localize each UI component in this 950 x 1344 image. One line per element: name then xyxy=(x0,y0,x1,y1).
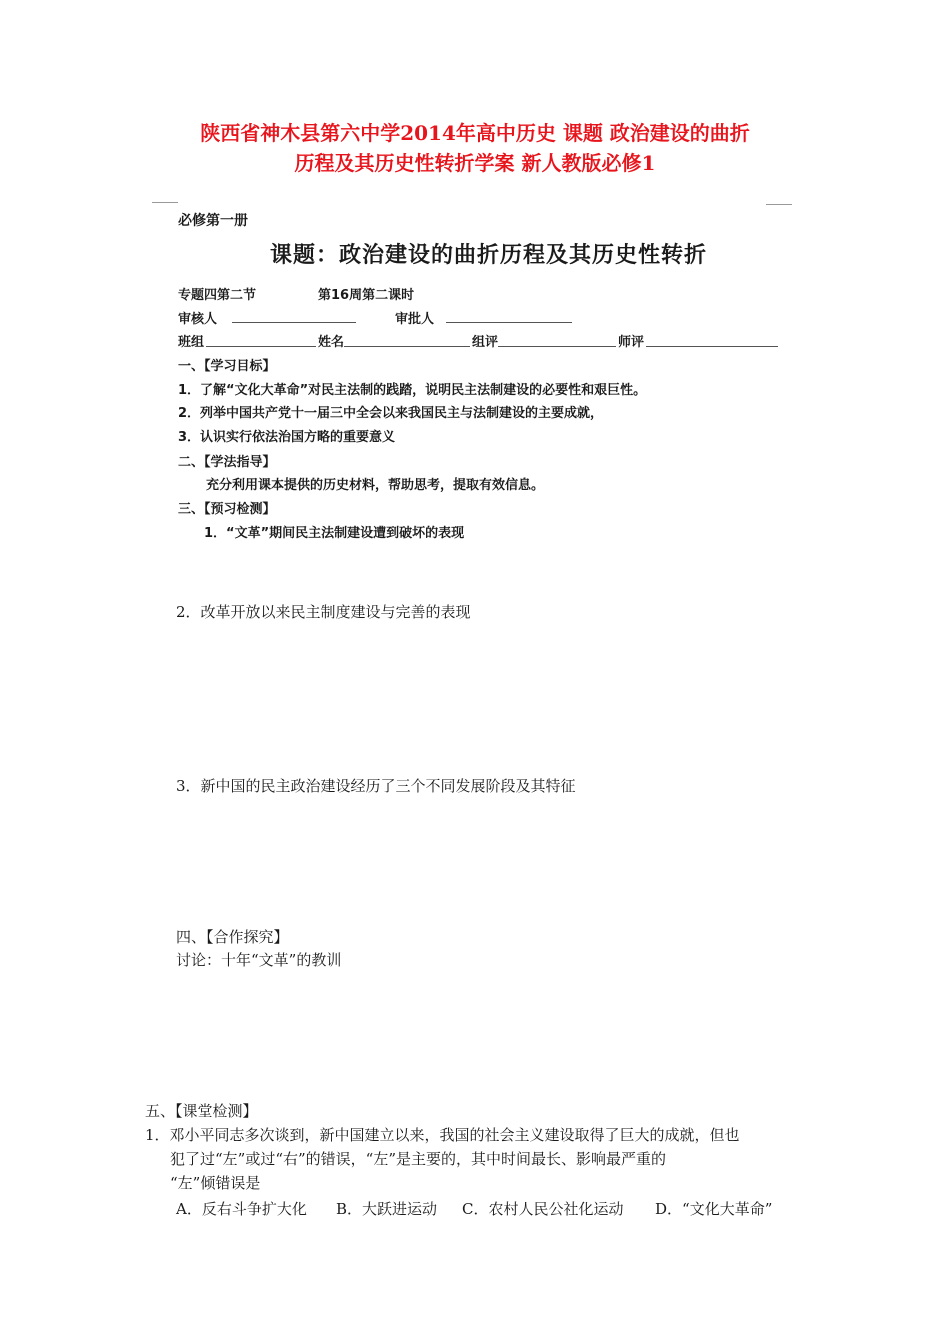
test-question-1-line1: 1．邓小平同志多次谈到，新中国建立以来，我国的社会主义建设取得了巨大的成就，但也 xyxy=(145,1126,740,1144)
option-c: C．农村人民公社化运动 xyxy=(462,1200,624,1218)
option-b: B．大跃进运动 xyxy=(336,1200,438,1218)
book-label: 必修第一册 xyxy=(178,213,248,229)
method-text: 充分利用课本提供的历史材料，帮助思考，提取有效信息。 xyxy=(206,478,545,493)
group-eval-label: 组评 xyxy=(472,335,499,350)
teacher-eval-blank xyxy=(646,346,778,347)
lesson-title: 课题：政治建设的曲折历程及其历史性转折 xyxy=(270,243,708,268)
method-heading: 二、【学法指导】 xyxy=(178,455,276,470)
option-d: D．“文化大革命” xyxy=(655,1200,773,1218)
test-question-1-line2: 犯了过“左”或过“右”的错误，“左”是主要的，其中时间最长、影响最严重的 xyxy=(170,1150,667,1168)
cooperation-text: 讨论：十年“文革”的教训 xyxy=(176,951,342,969)
preview-question-1: 1．“文革”期间民主法制建设遭到破坏的表现 xyxy=(204,526,465,541)
reviewer-label: 审核人 xyxy=(178,312,218,327)
preview-question-2: 2．改革开放以来民主制度建设与完善的表现 xyxy=(176,603,471,621)
preview-heading: 三、【预习检测】 xyxy=(178,502,276,517)
name-blank xyxy=(344,346,470,347)
class-label: 班组 xyxy=(178,335,205,350)
corner-mark-right xyxy=(766,204,792,205)
class-blank xyxy=(206,346,316,347)
goal-item-1: 1．了解“文化大革命”对民主法制的践踏，说明民主法制建设的必要性和艰巨性。 xyxy=(178,383,647,398)
option-a: A．反右斗争扩大化 xyxy=(176,1200,307,1218)
preview-question-3: 3．新中国的民主政治建设经历了三个不同发展阶段及其特征 xyxy=(176,777,576,795)
test-heading: 五、【课堂检测】 xyxy=(145,1102,258,1120)
goal-item-3: 3．认识实行依法治国方略的重要意义 xyxy=(178,430,396,445)
cooperation-heading: 四、【合作探究】 xyxy=(176,928,289,946)
section-label: 专题四第二节 xyxy=(178,288,257,303)
approver-label: 审批人 xyxy=(395,312,435,327)
approver-blank xyxy=(446,322,572,323)
week-label: 第16周第二课时 xyxy=(318,288,415,303)
group-eval-blank xyxy=(498,346,616,347)
name-label: 姓名 xyxy=(318,335,345,350)
goal-item-2: 2．列举中国共产党十一届三中全会以来我国民主与法制建设的主要成就， xyxy=(178,406,604,421)
reviewer-blank xyxy=(232,322,356,323)
document-title-line1: 陕西省神木县第六中学2014年高中历史 课题 政治建设的曲折 xyxy=(200,121,750,145)
goals-heading: 一、【学习目标】 xyxy=(178,359,276,374)
test-question-1-line3: “左”倾错误是 xyxy=(170,1174,261,1192)
document-title-line2: 历程及其历史性转折学案 新人教版必修1 xyxy=(294,151,656,175)
corner-mark-left xyxy=(152,202,178,203)
teacher-eval-label: 师评 xyxy=(618,335,645,350)
